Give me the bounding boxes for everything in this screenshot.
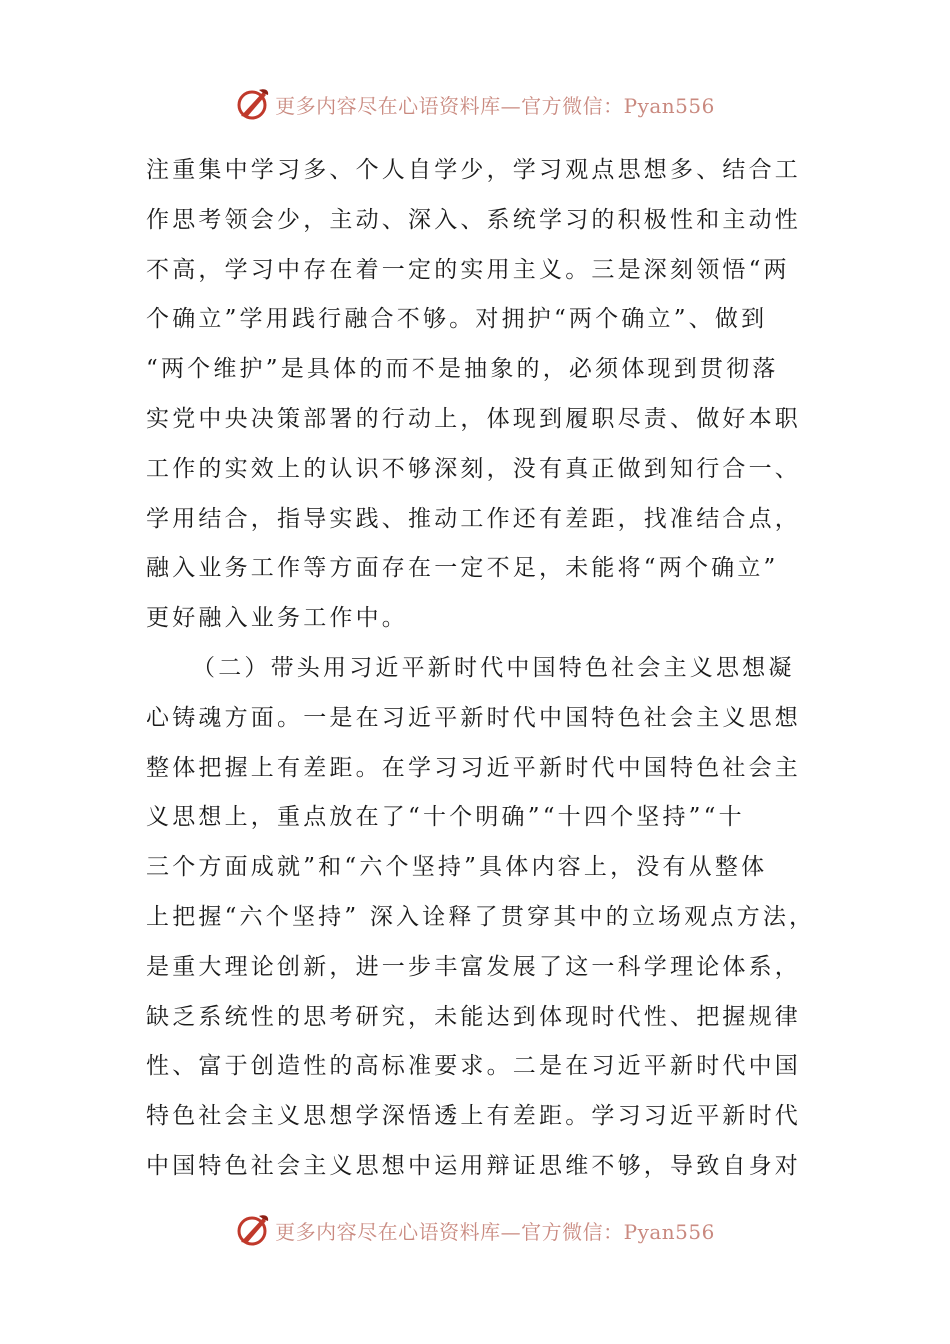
body-line: 心铸魂方面。一是在习近平新时代中国特色社会主义思想 <box>146 704 801 731</box>
body-line: 学用结合，指导实践、推动工作还有差距，找准结合点， <box>146 505 801 532</box>
section-heading-line: （二）带头用习近平新时代中国特色社会主义思想凝 <box>192 654 795 681</box>
body-line: 义思想上，重点放在了“十个明确”“十四个坚持”“十 <box>146 804 745 831</box>
quill-logo-icon <box>235 1212 271 1248</box>
body-line: 融入业务工作等方面存在一定不足，未能将“两个确立” <box>146 555 779 582</box>
body-line: 更好融入业务工作中。 <box>146 605 408 632</box>
body-line: 个确立”学用践行融合不够。对拥护“两个确立”、做到 <box>146 306 768 333</box>
quill-logo-icon <box>235 86 271 122</box>
body-line: 中国特色社会主义思想中运用辩证思维不够，导致自身对 <box>146 1152 801 1179</box>
header-watermark <box>0 84 950 124</box>
body-line: 实党中央决策部署的行动上，体现到履职尽责、做好本职 <box>146 405 801 432</box>
watermark-text: 更多内容尽在心语资料库—官方微信：Pyan556 <box>275 93 715 118</box>
footer-watermark <box>0 1210 950 1250</box>
body-line: 缺乏系统性的思考研究，未能达到体现时代性、把握规律 <box>146 1003 801 1030</box>
body-line: 工作的实效上的认识不够深刻，没有真正做到知行合一、 <box>146 455 801 482</box>
body-line: 作思考领会少，主动、深入、系统学习的积极性和主动性 <box>146 206 801 233</box>
document-body <box>146 146 826 1192</box>
body-line: 不高，学习中存在着一定的实用主义。三是深刻领悟“两 <box>146 256 790 283</box>
watermark-text: 更多内容尽在心语资料库—官方微信：Pyan556 <box>275 1219 715 1244</box>
body-line: 注重集中学习多、个人自学少，学习观点思想多、结合工 <box>146 157 801 183</box>
body-line: 整体把握上有差距。在学习习近平新时代中国特色社会主 <box>146 754 801 781</box>
body-line: 是重大理论创新，进一步丰富发展了这一科学理论体系， <box>146 953 801 980</box>
body-line: 三个方面成就”和“六个坚持”具体内容上，没有从整体 <box>146 854 768 881</box>
body-line: “两个维护”是具体的而不是抽象的，必须体现到贯彻落 <box>146 356 779 383</box>
body-line: 上把握“六个坚持” 深入诠释了贯穿其中的立场观点方法， <box>146 903 816 930</box>
body-line: 特色社会主义思想学深悟透上有差距。学习习近平新时代 <box>146 1103 801 1130</box>
body-line: 性、富于创造性的高标准要求。二是在习近平新时代中国 <box>146 1053 801 1080</box>
